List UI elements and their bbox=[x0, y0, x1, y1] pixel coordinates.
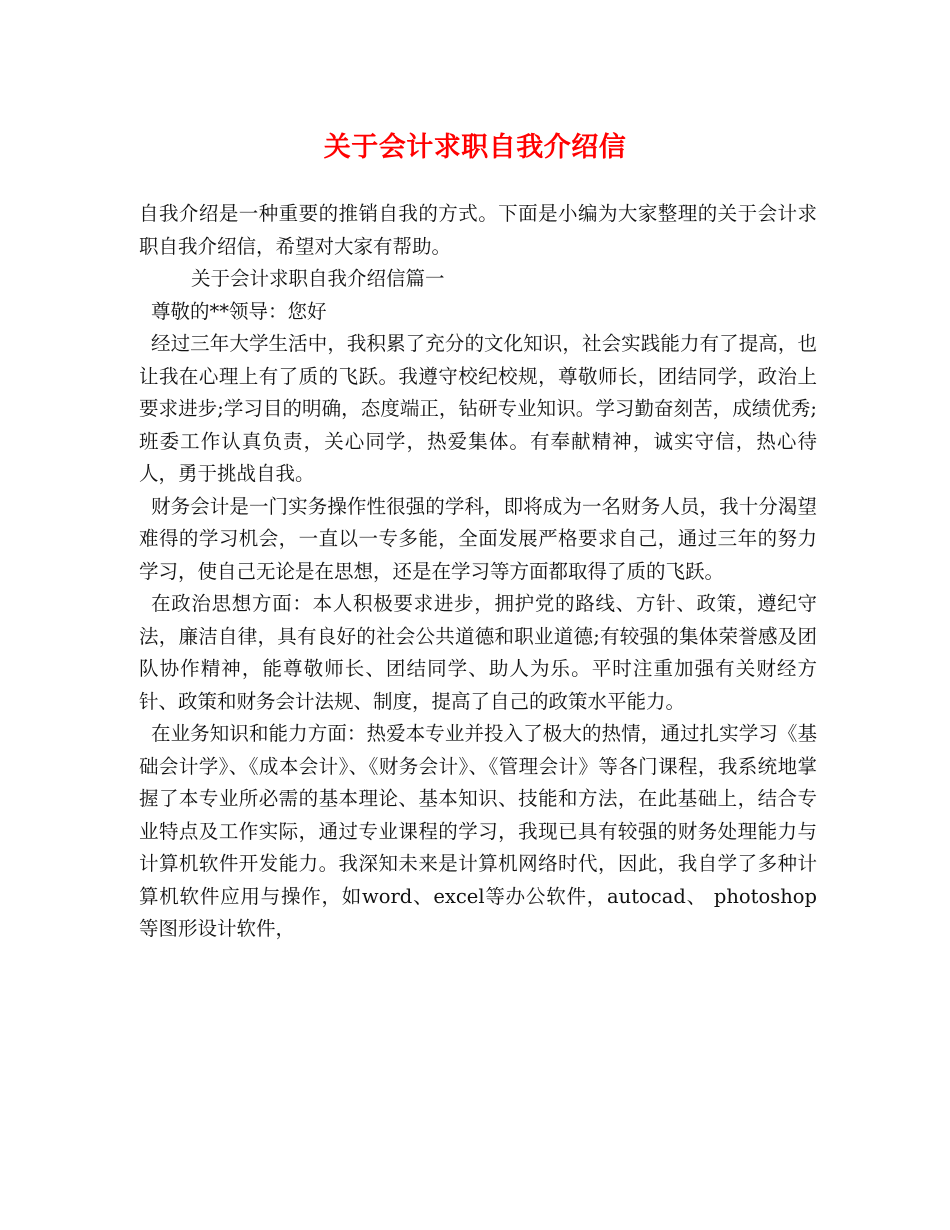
body-paragraph: 在政治思想方面：本人积极要求进步，拥护党的路线、方针、政策，遵纪守法，廉洁自律，具有良好的社会公共道德和职业道德;有较强的集体荣誉感及团队协作精神，能尊敬师长、团结同学、助人为乐。平时注重加强有关财经方针、政策和财务会计法规、制度，提高了自己的政策水平能力。 bbox=[139, 592, 817, 713]
salutation: 尊敬的**领导：您好 bbox=[151, 299, 327, 323]
document-body bbox=[139, 198, 817, 946]
body-paragraph: 在业务知识和能力方面：热爱本专业并投入了极大的热情，通过扎实学习《基础会计学》、《成本会计》、《财务会计》、《管理会计》等各门课程，我系统地掌握了本专业所必需的基本理论、基本知识、技能和方法，在此基础上，结合专业特点及工作实际，通过专业课程的学习，我现已具有较强的财务处理能力与计算机软件开发能力。我深知未来是计算机网络时代，因此，我自学了多种计算机软件应用与操作，如word、excel等办公软件，autocad、 photoshop等图形设计软件， bbox=[139, 722, 817, 940]
body-paragraph: 经过三年大学生活中，我积累了充分的文化知识，社会实践能力有了提高，也让我在心理上有了质的飞跃。我遵守校纪校规，尊敬师长，团结同学，政治上要求进步;学习目的明确，态度端正，钻研专业知识。学习勤奋刻苦，成绩优秀;班委工作认真负责，关心同学，热爱集体。有奉献精神，诚实守信，热心待人，勇于挑战自我。 bbox=[139, 332, 817, 485]
document-title: 关于会计求职自我介绍信 bbox=[323, 132, 627, 163]
section-heading: 关于会计求职自我介绍信篇一 bbox=[191, 267, 445, 290]
intro-paragraph: 自我介绍是一种重要的推销自我的方式。下面是小编为大家整理的关于会计求职自我介绍信，希望对大家有帮助。 bbox=[139, 202, 817, 258]
body-paragraph: 财务会计是一门实务操作性很强的学科，即将成为一名财务人员，我十分渴望难得的学习机会，一直以一专多能，全面发展严格要求自己，通过三年的努力学习，使自己无论是在思想，还是在学习等方面都取得了质的飞跃。 bbox=[139, 494, 817, 583]
